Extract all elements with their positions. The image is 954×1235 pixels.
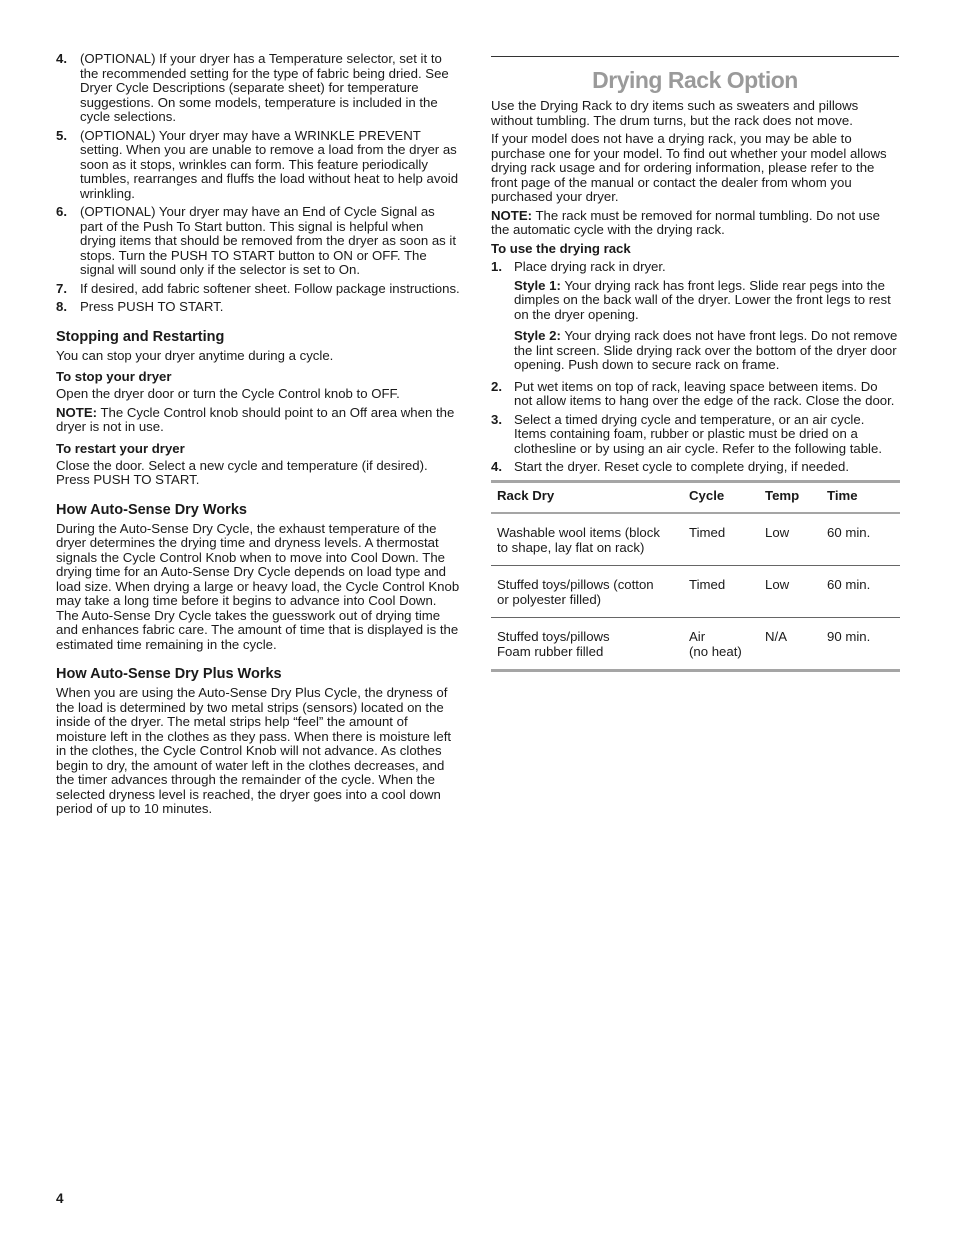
list-item — [56, 205, 461, 278]
list-text: (OPTIONAL) If your dryer has a Temperature selector, set it to the recommended setting for the type of fabric being dried. See Dryer Cycle Descriptions (separate sheet) for temperature suggestions. On some models, temperature is included in the cycle selections. — [80, 51, 449, 124]
cell-line: (no heat) — [689, 644, 742, 659]
cell-line: Stuffed toys/pillows (cotton — [497, 577, 654, 592]
list-number: 6. — [56, 204, 67, 219]
stopping-heading: Stopping and Restarting — [56, 328, 225, 345]
style-label: Style 2: — [514, 328, 561, 343]
style-2-text — [514, 329, 899, 373]
list-item — [491, 413, 899, 457]
stop-heading: To stop your dryer — [56, 369, 172, 384]
list-number: 1. — [491, 259, 502, 274]
use-rack-heading: To use the drying rack — [491, 240, 631, 256]
page-number: 4 — [56, 1191, 64, 1206]
left-column — [56, 52, 461, 821]
column-header: Rack Dry — [491, 481, 683, 513]
column-header: Time — [821, 481, 900, 513]
list-number: 4. — [56, 51, 67, 66]
table-cell-item — [491, 566, 683, 618]
style-label: Style 1: — [514, 277, 561, 293]
cell-line: Timed — [689, 525, 726, 540]
restart-text: Close the door. Select a new cycle and temperature (if desired). Press PUSH TO START. — [56, 457, 428, 487]
table-header-row — [491, 481, 900, 513]
table-cell-cycle — [683, 566, 759, 618]
cell-line: or polyester filled) — [497, 592, 602, 607]
list-number: 7. — [56, 280, 67, 296]
column-header: Temp — [759, 481, 821, 513]
list-number: 2. — [491, 378, 502, 394]
list-number: 4. — [491, 459, 502, 474]
column-header: Cycle — [683, 481, 759, 513]
table-cell-temp: Low — [759, 566, 821, 618]
table-row — [491, 513, 900, 566]
title-rule — [491, 56, 899, 57]
table-cell-item — [491, 513, 683, 566]
note-text: The rack must be removed for normal tumbling. Do not use the automatic cycle with the drying rack. — [491, 207, 880, 237]
list-text: If desired, add fabric softener sheet. Follow package instructions. — [80, 280, 460, 296]
list-item — [56, 129, 461, 202]
rack-intro-1: Use the Drying Rack to dry items such as sweaters and pillows without tumbling. The drum turns, but the rack does not move. — [491, 98, 859, 128]
table-cell-cycle — [683, 618, 759, 671]
rack-dry-table — [491, 480, 900, 673]
note-text: The Cycle Control knob should point to an Off area when the dryer is not in use. — [56, 404, 455, 434]
table-cell-temp: N/A — [759, 618, 821, 671]
list-text: (OPTIONAL) Your dryer may have an End of Cycle Signal as part of the Push To Start button. This signal is helpful when drying items that should be removed from the dryer as soon as it stops. Turn the PUSH TO START button to ON or OFF. The signal will sound only if the selector is set to On. — [80, 204, 457, 277]
cell-line: Timed — [689, 577, 726, 592]
note-label: NOTE: — [56, 404, 98, 420]
right-column — [491, 52, 899, 672]
stop-note — [56, 406, 461, 435]
stopping-intro: You can stop your dryer anytime during a cycle. — [56, 347, 334, 363]
autosense-heading: How Auto-Sense Dry Works — [56, 501, 247, 518]
cell-line: to shape, lay flat on rack) — [497, 540, 645, 555]
style-desc: Your drying rack has front legs. Slide rear pegs into the dimples on the back wall of the dryer. Lower the front legs to rest on the dryer opening. — [514, 277, 891, 322]
list-number: 8. — [56, 299, 67, 314]
list-text: Select a timed drying cycle and temperature, or an air cycle. Items containing foam, rubber or plastic must be dried on a clothesline or by using an air cycle. Refer to the following table. — [514, 411, 882, 456]
style-1-text — [514, 279, 899, 323]
autosense-text: During the Auto-Sense Dry Cycle, the exhaust temperature of the dryer determines the drying time and dryness levels. A thermostat signals the Cycle Control Knob when to move into Cool Down. The drying time for an Auto-Sense Dry Cycle depends on load type and load size. When drying a large or heavy load, the Cycle Control Knob may take a long time before it begins to advance into Cool Down. The Auto-Sense Dry Cycle takes the guesswork out of drying time and enhances fabric care. The amount of time that is displayed is the estimated time remaining in the cycle. — [56, 520, 460, 652]
list-number: 5. — [56, 127, 67, 143]
list-text: Press PUSH TO START. — [80, 299, 224, 314]
stop-text: Open the dryer door or turn the Cycle Control knob to OFF. — [56, 386, 400, 401]
autosense-plus-text: When you are using the Auto-Sense Dry Plus Cycle, the dryness of the load is determined by two metal strips (sensors) located on the inside of the dryer. The metal strips help “feel” the amount of moisture left in the clothes as they pass. When there is moisture left in the clothes, the Cycle Control Knob will not advance. As clothes begin to dry, the amount of water left in the clothes decreases, and the timer advances through the remainder of the cycle. When the selected dryness level is reached, the dryer goes into a cool down period of up to 10 minutes. — [56, 685, 452, 816]
list-item — [491, 260, 899, 275]
note-label: NOTE: — [491, 207, 533, 223]
list-item — [56, 282, 461, 297]
table-cell-time: 60 min. — [821, 566, 900, 618]
cell-line: Washable wool items (block — [497, 525, 660, 540]
list-item — [491, 460, 899, 475]
section-title: Drying Rack Option — [592, 67, 798, 93]
rack-note — [491, 209, 899, 238]
table-cell-time: 90 min. — [821, 618, 900, 671]
table-row — [491, 618, 900, 671]
list-text: Place drying rack in dryer. — [514, 259, 666, 274]
autosense-plus-heading: How Auto-Sense Dry Plus Works — [56, 666, 282, 682]
table-cell-time: 60 min. — [827, 525, 871, 540]
list-item — [491, 380, 899, 409]
table-cell-cycle — [683, 513, 759, 566]
list-number: 3. — [491, 411, 502, 427]
cell-line: Air — [689, 629, 706, 644]
list-text: (OPTIONAL) Your dryer may have a WRINKLE PREVENT setting. When you are unable to remove a load from the dryer as soon as it stops, wrinkles can form. This feature periodically tumbles, rearranges and fluffs the load without heat to help avoid wrinkling. — [80, 127, 459, 201]
list-text: Put wet items on top of rack, leaving space between items. Do not allow items to hang over the edge of the rack. Close the door. — [514, 378, 895, 408]
cell-line: Foam rubber filled — [497, 644, 604, 659]
table-cell-item — [491, 618, 683, 671]
style-desc: Your drying rack does not have front legs. Do not remove the lint screen. Slide drying rack over the bottom of the dryer door opening. Push down to secure rack on frame. — [514, 328, 898, 372]
rack-intro-2: If your model does not have a drying rack, you may be able to purchase one for your model. To find out whether your model allows drying rack usage and for ordering information, please refer to the front page of the manual or contact the dealer from whom you purchased your dryer. — [491, 131, 887, 204]
list-item — [56, 300, 461, 315]
list-item — [56, 52, 461, 125]
table-cell-temp: Low — [765, 525, 790, 540]
restart-heading: To restart your dryer — [56, 440, 185, 456]
table-row — [491, 566, 900, 618]
list-text: Start the dryer. Reset cycle to complete drying, if needed. — [514, 459, 849, 474]
cell-line: Stuffed toys/pillows — [497, 629, 610, 644]
